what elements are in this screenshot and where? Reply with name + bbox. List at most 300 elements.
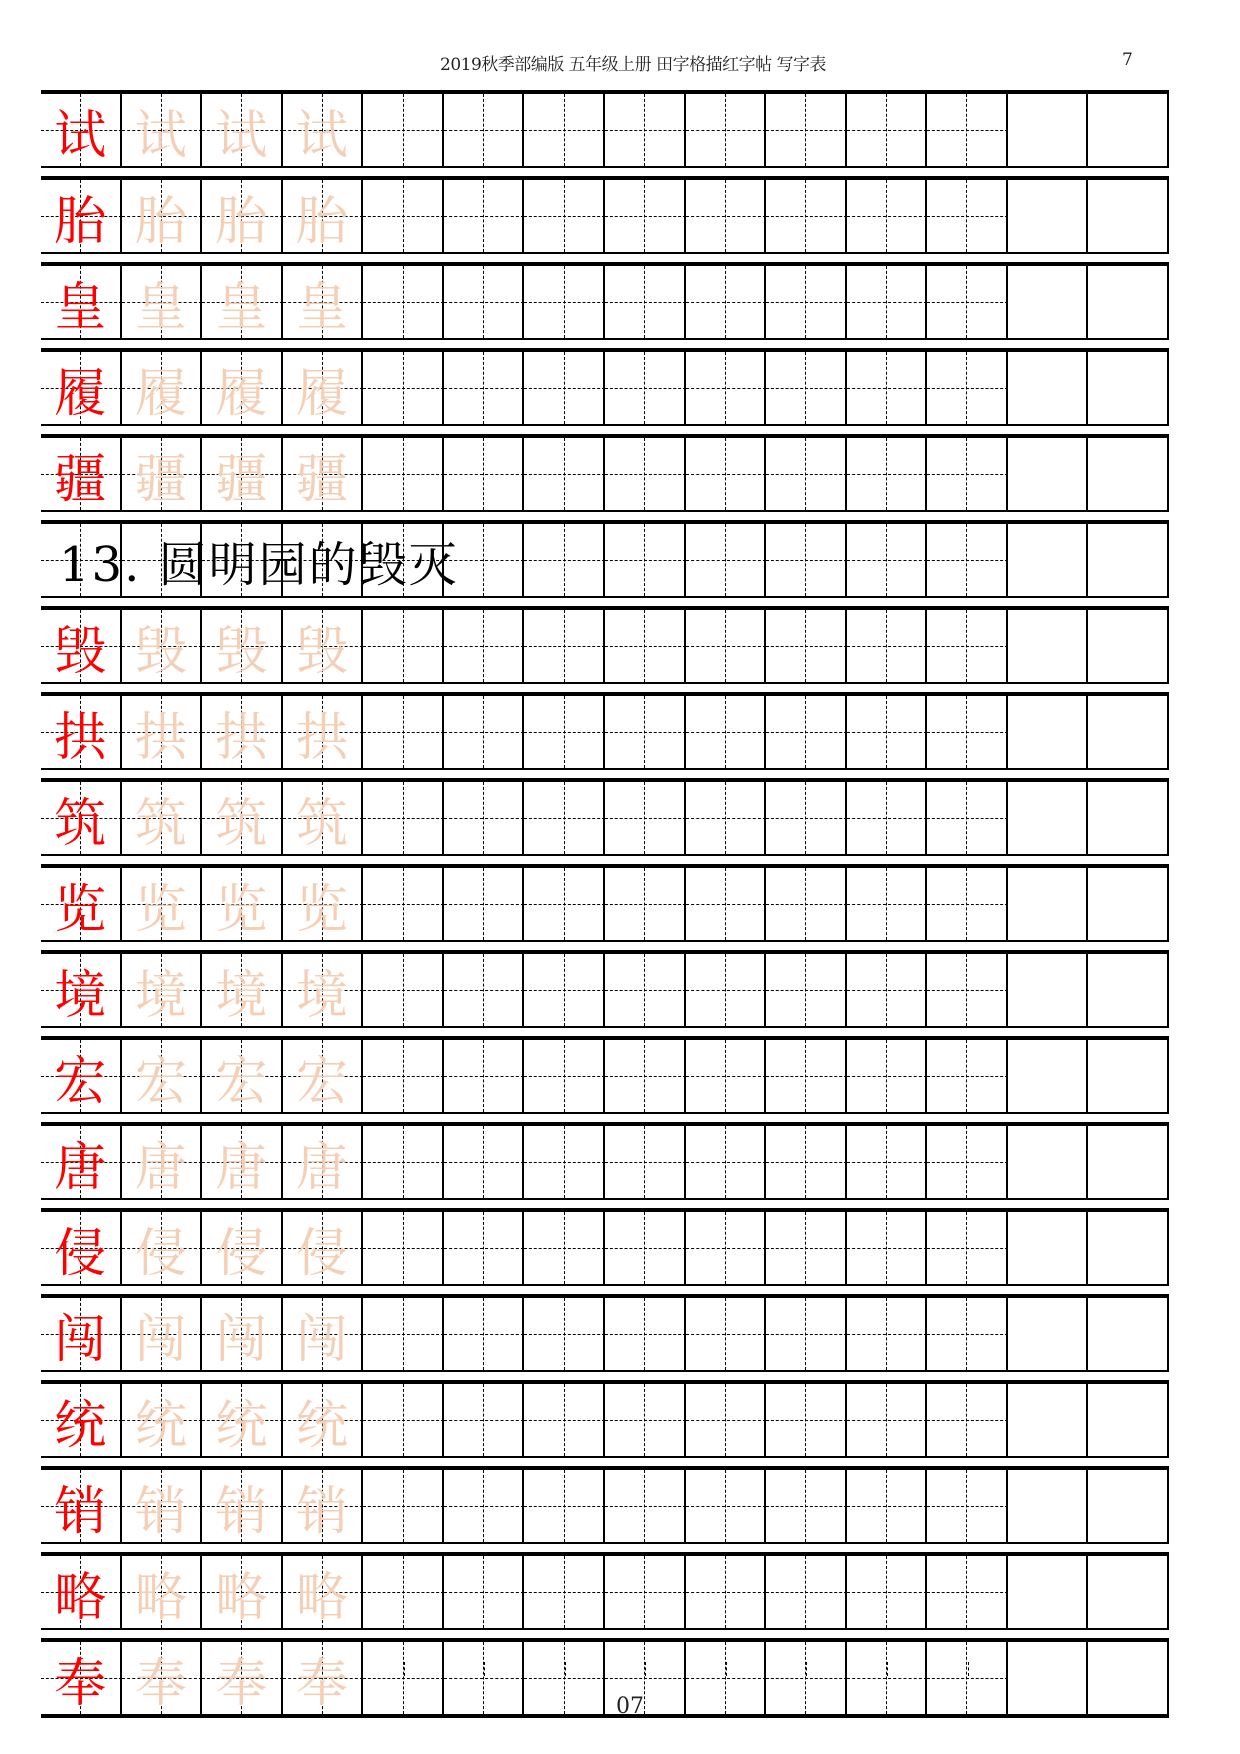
writing-cell[interactable] bbox=[686, 1470, 767, 1542]
writing-cell[interactable] bbox=[1088, 1040, 1169, 1112]
writing-cell[interactable] bbox=[847, 1298, 928, 1370]
trace-cell bbox=[122, 438, 203, 510]
writing-cell[interactable] bbox=[1008, 524, 1089, 596]
char-row bbox=[41, 692, 1169, 770]
trace-cell bbox=[283, 1040, 364, 1112]
writing-cell[interactable] bbox=[363, 352, 444, 424]
writing-cell[interactable] bbox=[766, 1556, 847, 1628]
writing-cell[interactable] bbox=[927, 1556, 1008, 1628]
model-cell bbox=[41, 782, 122, 854]
writing-cell[interactable] bbox=[363, 1642, 444, 1714]
writing-cell[interactable] bbox=[686, 696, 767, 768]
writing-cell[interactable] bbox=[927, 610, 1008, 682]
model-character: 拱 bbox=[54, 707, 107, 768]
trace-character: 奉 bbox=[295, 1653, 348, 1714]
trace-cell bbox=[122, 1298, 203, 1370]
writing-cell[interactable] bbox=[444, 1384, 525, 1456]
trace-character: 奉 bbox=[215, 1653, 268, 1714]
tick-mark bbox=[565, 1662, 566, 1676]
writing-cell[interactable] bbox=[686, 1298, 767, 1370]
writing-cell[interactable] bbox=[363, 1384, 444, 1456]
writing-cell[interactable] bbox=[524, 696, 605, 768]
writing-cell[interactable] bbox=[605, 610, 686, 682]
writing-cell[interactable] bbox=[524, 266, 605, 338]
writing-cell[interactable] bbox=[766, 954, 847, 1026]
writing-cell[interactable] bbox=[766, 696, 847, 768]
trace-character: 拱 bbox=[295, 707, 348, 768]
writing-cell[interactable] bbox=[766, 266, 847, 338]
trace-cell bbox=[122, 954, 203, 1026]
model-character: 胎 bbox=[54, 191, 107, 252]
trace-cell bbox=[202, 782, 283, 854]
writing-cell[interactable] bbox=[766, 524, 847, 596]
writing-cell[interactable] bbox=[766, 782, 847, 854]
writing-cell[interactable] bbox=[927, 1212, 1008, 1284]
writing-cell[interactable] bbox=[927, 438, 1008, 510]
writing-cell[interactable] bbox=[363, 954, 444, 1026]
trace-character: 履 bbox=[134, 363, 187, 424]
writing-cell[interactable] bbox=[1088, 610, 1169, 682]
writing-cell[interactable] bbox=[1008, 782, 1089, 854]
writing-cell[interactable] bbox=[847, 1212, 928, 1284]
model-cell bbox=[41, 954, 122, 1026]
model-cell bbox=[41, 610, 122, 682]
writing-cell[interactable] bbox=[847, 868, 928, 940]
writing-cell[interactable] bbox=[1088, 438, 1169, 510]
writing-cell[interactable] bbox=[524, 524, 605, 596]
writing-cell[interactable] bbox=[1008, 1470, 1089, 1542]
model-character: 侵 bbox=[54, 1223, 107, 1284]
writing-cell[interactable] bbox=[927, 94, 1008, 166]
writing-cell[interactable] bbox=[1008, 1126, 1089, 1198]
char-row bbox=[41, 1208, 1169, 1286]
trace-cell bbox=[283, 610, 364, 682]
trace-cell bbox=[122, 696, 203, 768]
writing-cell[interactable] bbox=[847, 524, 928, 596]
writing-cell[interactable] bbox=[605, 94, 686, 166]
writing-cell[interactable] bbox=[444, 1126, 525, 1198]
trace-cell bbox=[202, 1470, 283, 1542]
trace-cell bbox=[283, 180, 364, 252]
trace-cell bbox=[283, 1470, 364, 1542]
writing-cell[interactable] bbox=[686, 954, 767, 1026]
writing-cell[interactable] bbox=[524, 610, 605, 682]
trace-character: 销 bbox=[295, 1481, 348, 1542]
writing-cell[interactable] bbox=[1088, 266, 1169, 338]
writing-cell[interactable] bbox=[686, 1212, 767, 1284]
writing-cell[interactable] bbox=[847, 1384, 928, 1456]
model-character: 览 bbox=[54, 879, 107, 940]
trace-character: 闯 bbox=[295, 1309, 348, 1370]
writing-cell[interactable] bbox=[524, 1642, 605, 1714]
writing-cell[interactable] bbox=[444, 266, 525, 338]
trace-cell bbox=[122, 352, 203, 424]
writing-cell[interactable] bbox=[1088, 1126, 1169, 1198]
writing-cell[interactable] bbox=[686, 1126, 767, 1198]
writing-cell[interactable] bbox=[766, 180, 847, 252]
writing-cell[interactable] bbox=[1008, 868, 1089, 940]
trace-cell bbox=[122, 180, 203, 252]
writing-cell[interactable] bbox=[1008, 1384, 1089, 1456]
model-cell bbox=[41, 94, 122, 166]
writing-cell[interactable] bbox=[927, 266, 1008, 338]
writing-cell[interactable] bbox=[766, 1470, 847, 1542]
writing-cell[interactable] bbox=[927, 1126, 1008, 1198]
writing-cell[interactable] bbox=[524, 1126, 605, 1198]
trace-character: 境 bbox=[295, 965, 348, 1026]
trace-cell bbox=[202, 1212, 283, 1284]
writing-cell[interactable] bbox=[1008, 94, 1089, 166]
trace-character: 皇 bbox=[215, 277, 268, 338]
writing-cell[interactable] bbox=[524, 438, 605, 510]
writing-cell[interactable] bbox=[524, 868, 605, 940]
writing-cell[interactable] bbox=[605, 266, 686, 338]
writing-cell[interactable] bbox=[847, 1126, 928, 1198]
writing-cell[interactable] bbox=[766, 1040, 847, 1112]
model-character: 毁 bbox=[54, 621, 107, 682]
trace-character: 拱 bbox=[215, 707, 268, 768]
writing-cell[interactable] bbox=[927, 524, 1008, 596]
writing-cell[interactable] bbox=[1088, 524, 1169, 596]
trace-character: 试 bbox=[295, 105, 348, 166]
writing-cell[interactable] bbox=[847, 696, 928, 768]
writing-cell[interactable] bbox=[686, 524, 767, 596]
trace-character: 略 bbox=[134, 1567, 187, 1628]
trace-character: 宏 bbox=[134, 1051, 187, 1112]
trace-character: 皇 bbox=[134, 277, 187, 338]
writing-cell[interactable] bbox=[847, 438, 928, 510]
writing-cell[interactable] bbox=[1008, 352, 1089, 424]
writing-cell[interactable] bbox=[766, 1642, 847, 1714]
writing-cell[interactable] bbox=[1008, 180, 1089, 252]
writing-cell[interactable] bbox=[363, 1470, 444, 1542]
writing-cell[interactable] bbox=[363, 868, 444, 940]
trace-character: 试 bbox=[215, 105, 268, 166]
writing-cell[interactable] bbox=[1088, 94, 1169, 166]
writing-cell[interactable] bbox=[363, 1126, 444, 1198]
writing-cell[interactable] bbox=[524, 954, 605, 1026]
trace-cell bbox=[283, 1126, 364, 1198]
writing-cell[interactable] bbox=[927, 782, 1008, 854]
writing-cell[interactable] bbox=[927, 1470, 1008, 1542]
writing-cell[interactable] bbox=[1088, 1298, 1169, 1370]
writing-cell[interactable] bbox=[444, 610, 525, 682]
writing-cell[interactable] bbox=[605, 1212, 686, 1284]
writing-cell[interactable] bbox=[363, 610, 444, 682]
writing-cell[interactable] bbox=[766, 1298, 847, 1370]
writing-cell[interactable] bbox=[1088, 954, 1169, 1026]
writing-cell[interactable] bbox=[1088, 352, 1169, 424]
writing-cell[interactable] bbox=[605, 1040, 686, 1112]
trace-cell bbox=[283, 1384, 364, 1456]
trace-character: 侵 bbox=[295, 1223, 348, 1284]
writing-cell[interactable] bbox=[1088, 1470, 1169, 1542]
writing-cell[interactable] bbox=[524, 1556, 605, 1628]
writing-cell[interactable] bbox=[524, 1298, 605, 1370]
writing-cell[interactable] bbox=[847, 610, 928, 682]
trace-character: 试 bbox=[134, 105, 187, 166]
writing-cell[interactable] bbox=[927, 352, 1008, 424]
writing-cell[interactable] bbox=[524, 782, 605, 854]
writing-cell[interactable] bbox=[686, 782, 767, 854]
trace-character: 侵 bbox=[215, 1223, 268, 1284]
model-character: 履 bbox=[54, 363, 107, 424]
writing-cell[interactable] bbox=[686, 1040, 767, 1112]
writing-cell[interactable] bbox=[363, 782, 444, 854]
writing-cell[interactable] bbox=[1008, 438, 1089, 510]
writing-cell[interactable] bbox=[444, 782, 525, 854]
writing-cell[interactable] bbox=[363, 94, 444, 166]
writing-cell[interactable] bbox=[766, 1212, 847, 1284]
writing-cell[interactable] bbox=[766, 1384, 847, 1456]
writing-cell[interactable] bbox=[847, 266, 928, 338]
tick-mark bbox=[968, 1662, 969, 1676]
trace-character: 拱 bbox=[134, 707, 187, 768]
writing-cell[interactable] bbox=[766, 438, 847, 510]
writing-cell[interactable] bbox=[686, 180, 767, 252]
trace-character: 履 bbox=[215, 363, 268, 424]
writing-cell[interactable] bbox=[1088, 1212, 1169, 1284]
model-character: 境 bbox=[54, 965, 107, 1026]
trace-character: 唐 bbox=[134, 1137, 187, 1198]
writing-cell[interactable] bbox=[1008, 1556, 1089, 1628]
writing-cell[interactable] bbox=[1008, 1212, 1089, 1284]
writing-cell[interactable] bbox=[444, 438, 525, 510]
trace-cell bbox=[202, 1642, 283, 1714]
trace-cell bbox=[283, 868, 364, 940]
writing-cell[interactable] bbox=[1088, 1384, 1169, 1456]
writing-cell[interactable] bbox=[766, 94, 847, 166]
writing-cell[interactable] bbox=[444, 1040, 525, 1112]
writing-cell[interactable] bbox=[847, 1470, 928, 1542]
writing-cell[interactable] bbox=[686, 1384, 767, 1456]
writing-cell[interactable] bbox=[766, 868, 847, 940]
char-row bbox=[41, 1638, 1169, 1718]
writing-cell[interactable] bbox=[686, 1642, 767, 1714]
trace-character: 皇 bbox=[295, 277, 348, 338]
model-cell bbox=[41, 1556, 122, 1628]
trace-cell bbox=[202, 438, 283, 510]
writing-cell[interactable] bbox=[847, 1040, 928, 1112]
trace-character: 毁 bbox=[295, 621, 348, 682]
writing-cell[interactable] bbox=[605, 352, 686, 424]
writing-cell[interactable] bbox=[605, 1556, 686, 1628]
writing-cell[interactable] bbox=[686, 868, 767, 940]
writing-cell[interactable] bbox=[1088, 868, 1169, 940]
trace-character: 统 bbox=[295, 1395, 348, 1456]
writing-cell[interactable] bbox=[444, 1212, 525, 1284]
writing-cell[interactable] bbox=[927, 696, 1008, 768]
trace-cell bbox=[122, 1040, 203, 1112]
writing-cell[interactable] bbox=[524, 1212, 605, 1284]
writing-cell[interactable] bbox=[847, 1642, 928, 1714]
writing-cell[interactable] bbox=[1088, 180, 1169, 252]
trace-cell bbox=[122, 610, 203, 682]
writing-cell[interactable] bbox=[524, 94, 605, 166]
writing-cell[interactable] bbox=[524, 352, 605, 424]
writing-cell[interactable] bbox=[927, 1384, 1008, 1456]
writing-cell[interactable] bbox=[605, 1126, 686, 1198]
char-row bbox=[41, 1122, 1169, 1200]
char-row bbox=[41, 1036, 1169, 1114]
trace-cell bbox=[122, 266, 203, 338]
model-cell bbox=[41, 1040, 122, 1112]
char-row bbox=[41, 606, 1169, 684]
writing-cell[interactable] bbox=[1008, 954, 1089, 1026]
writing-cell[interactable] bbox=[766, 352, 847, 424]
trace-cell bbox=[202, 1298, 283, 1370]
char-row bbox=[41, 1552, 1169, 1630]
char-row bbox=[41, 864, 1169, 942]
writing-cell[interactable] bbox=[847, 1556, 928, 1628]
writing-cell[interactable] bbox=[847, 94, 928, 166]
char-row bbox=[41, 348, 1169, 426]
writing-cell[interactable] bbox=[1008, 266, 1089, 338]
writing-cell[interactable] bbox=[686, 94, 767, 166]
char-row bbox=[41, 950, 1169, 1028]
writing-cell[interactable] bbox=[1008, 1642, 1089, 1714]
trace-character: 览 bbox=[295, 879, 348, 940]
writing-cell[interactable] bbox=[363, 696, 444, 768]
trace-cell bbox=[202, 352, 283, 424]
trace-cell bbox=[202, 94, 283, 166]
writing-cell[interactable] bbox=[686, 610, 767, 682]
writing-cell[interactable] bbox=[605, 438, 686, 510]
writing-cell[interactable] bbox=[1088, 1642, 1169, 1714]
writing-cell[interactable] bbox=[605, 180, 686, 252]
writing-cell[interactable] bbox=[363, 438, 444, 510]
writing-cell[interactable] bbox=[363, 1212, 444, 1284]
writing-cell[interactable] bbox=[605, 696, 686, 768]
writing-cell[interactable] bbox=[524, 1040, 605, 1112]
writing-cell[interactable] bbox=[444, 1470, 525, 1542]
writing-cell[interactable] bbox=[1008, 610, 1089, 682]
trace-cell bbox=[122, 1642, 203, 1714]
writing-cell[interactable] bbox=[847, 782, 928, 854]
trace-character: 销 bbox=[134, 1481, 187, 1542]
writing-cell[interactable] bbox=[363, 1298, 444, 1370]
lesson-title: 13. 圆明园的毁灭 bbox=[59, 536, 459, 593]
trace-character: 览 bbox=[215, 879, 268, 940]
trace-cell bbox=[122, 1556, 203, 1628]
trace-character: 唐 bbox=[215, 1137, 268, 1198]
trace-character: 胎 bbox=[295, 191, 348, 252]
trace-cell bbox=[202, 180, 283, 252]
writing-cell[interactable] bbox=[444, 1556, 525, 1628]
writing-cell[interactable] bbox=[444, 1298, 525, 1370]
writing-cell[interactable] bbox=[444, 352, 525, 424]
model-character: 闯 bbox=[54, 1309, 107, 1370]
trace-cell bbox=[202, 696, 283, 768]
writing-cell[interactable] bbox=[605, 782, 686, 854]
trace-cell bbox=[202, 868, 283, 940]
char-row bbox=[41, 778, 1169, 856]
tick-mark bbox=[887, 1662, 888, 1676]
trace-character: 毁 bbox=[134, 621, 187, 682]
writing-cell[interactable] bbox=[927, 1040, 1008, 1112]
trace-cell bbox=[283, 1556, 364, 1628]
tick-mark bbox=[806, 1662, 807, 1676]
writing-cell[interactable] bbox=[524, 1384, 605, 1456]
trace-cell bbox=[202, 610, 283, 682]
writing-cell[interactable] bbox=[686, 266, 767, 338]
trace-cell bbox=[283, 1642, 364, 1714]
trace-cell bbox=[283, 696, 364, 768]
writing-cell[interactable] bbox=[927, 954, 1008, 1026]
writing-cell[interactable] bbox=[847, 352, 928, 424]
writing-cell[interactable] bbox=[363, 1040, 444, 1112]
writing-cell[interactable] bbox=[1088, 696, 1169, 768]
writing-cell[interactable] bbox=[444, 954, 525, 1026]
model-cell bbox=[41, 1642, 122, 1714]
writing-cell[interactable] bbox=[927, 868, 1008, 940]
trace-character: 略 bbox=[295, 1567, 348, 1628]
header-title: 2019秋季部编版 五年级上册 田字格描红字帖 写字表 bbox=[440, 55, 826, 75]
writing-cell[interactable] bbox=[605, 524, 686, 596]
writing-cell[interactable] bbox=[927, 180, 1008, 252]
model-cell bbox=[41, 352, 122, 424]
writing-cell[interactable] bbox=[686, 438, 767, 510]
writing-cell[interactable] bbox=[524, 1470, 605, 1542]
writing-cell[interactable] bbox=[1008, 1298, 1089, 1370]
writing-cell[interactable] bbox=[363, 180, 444, 252]
writing-cell[interactable] bbox=[1008, 696, 1089, 768]
writing-cell[interactable] bbox=[524, 180, 605, 252]
writing-cell[interactable] bbox=[444, 1642, 525, 1714]
writing-cell[interactable] bbox=[927, 1298, 1008, 1370]
writing-cell[interactable] bbox=[444, 868, 525, 940]
trace-cell bbox=[122, 1384, 203, 1456]
writing-cell[interactable] bbox=[444, 180, 525, 252]
writing-cell[interactable] bbox=[1088, 782, 1169, 854]
writing-cell[interactable] bbox=[1088, 1556, 1169, 1628]
tick-mark bbox=[645, 1662, 646, 1676]
trace-character: 胎 bbox=[215, 191, 268, 252]
writing-cell[interactable] bbox=[766, 1126, 847, 1198]
trace-character: 奉 bbox=[134, 1653, 187, 1714]
writing-cell[interactable] bbox=[766, 610, 847, 682]
trace-character: 侵 bbox=[134, 1223, 187, 1284]
trace-character: 统 bbox=[134, 1395, 187, 1456]
writing-cell[interactable] bbox=[605, 1470, 686, 1542]
writing-cell[interactable] bbox=[444, 94, 525, 166]
writing-cell[interactable] bbox=[927, 1642, 1008, 1714]
footer-page-label: 07 bbox=[616, 1694, 644, 1719]
trace-character: 境 bbox=[215, 965, 268, 1026]
model-cell bbox=[41, 438, 122, 510]
writing-cell[interactable] bbox=[605, 868, 686, 940]
writing-cell[interactable] bbox=[847, 954, 928, 1026]
writing-cell[interactable] bbox=[363, 266, 444, 338]
char-row bbox=[41, 90, 1169, 168]
writing-cell[interactable] bbox=[605, 954, 686, 1026]
trace-character: 统 bbox=[215, 1395, 268, 1456]
writing-cell[interactable] bbox=[363, 1556, 444, 1628]
trace-cell bbox=[283, 1212, 364, 1284]
writing-cell[interactable] bbox=[686, 352, 767, 424]
trace-character: 毁 bbox=[215, 621, 268, 682]
writing-cell[interactable] bbox=[1008, 1040, 1089, 1112]
writing-cell[interactable] bbox=[605, 1298, 686, 1370]
model-character: 奉 bbox=[54, 1653, 107, 1714]
trace-cell bbox=[202, 1384, 283, 1456]
header-page-number: 7 bbox=[1122, 50, 1133, 70]
writing-cell[interactable] bbox=[686, 1556, 767, 1628]
trace-cell bbox=[122, 1126, 203, 1198]
writing-cell[interactable] bbox=[444, 696, 525, 768]
writing-cell[interactable] bbox=[847, 180, 928, 252]
writing-cell[interactable] bbox=[605, 1384, 686, 1456]
